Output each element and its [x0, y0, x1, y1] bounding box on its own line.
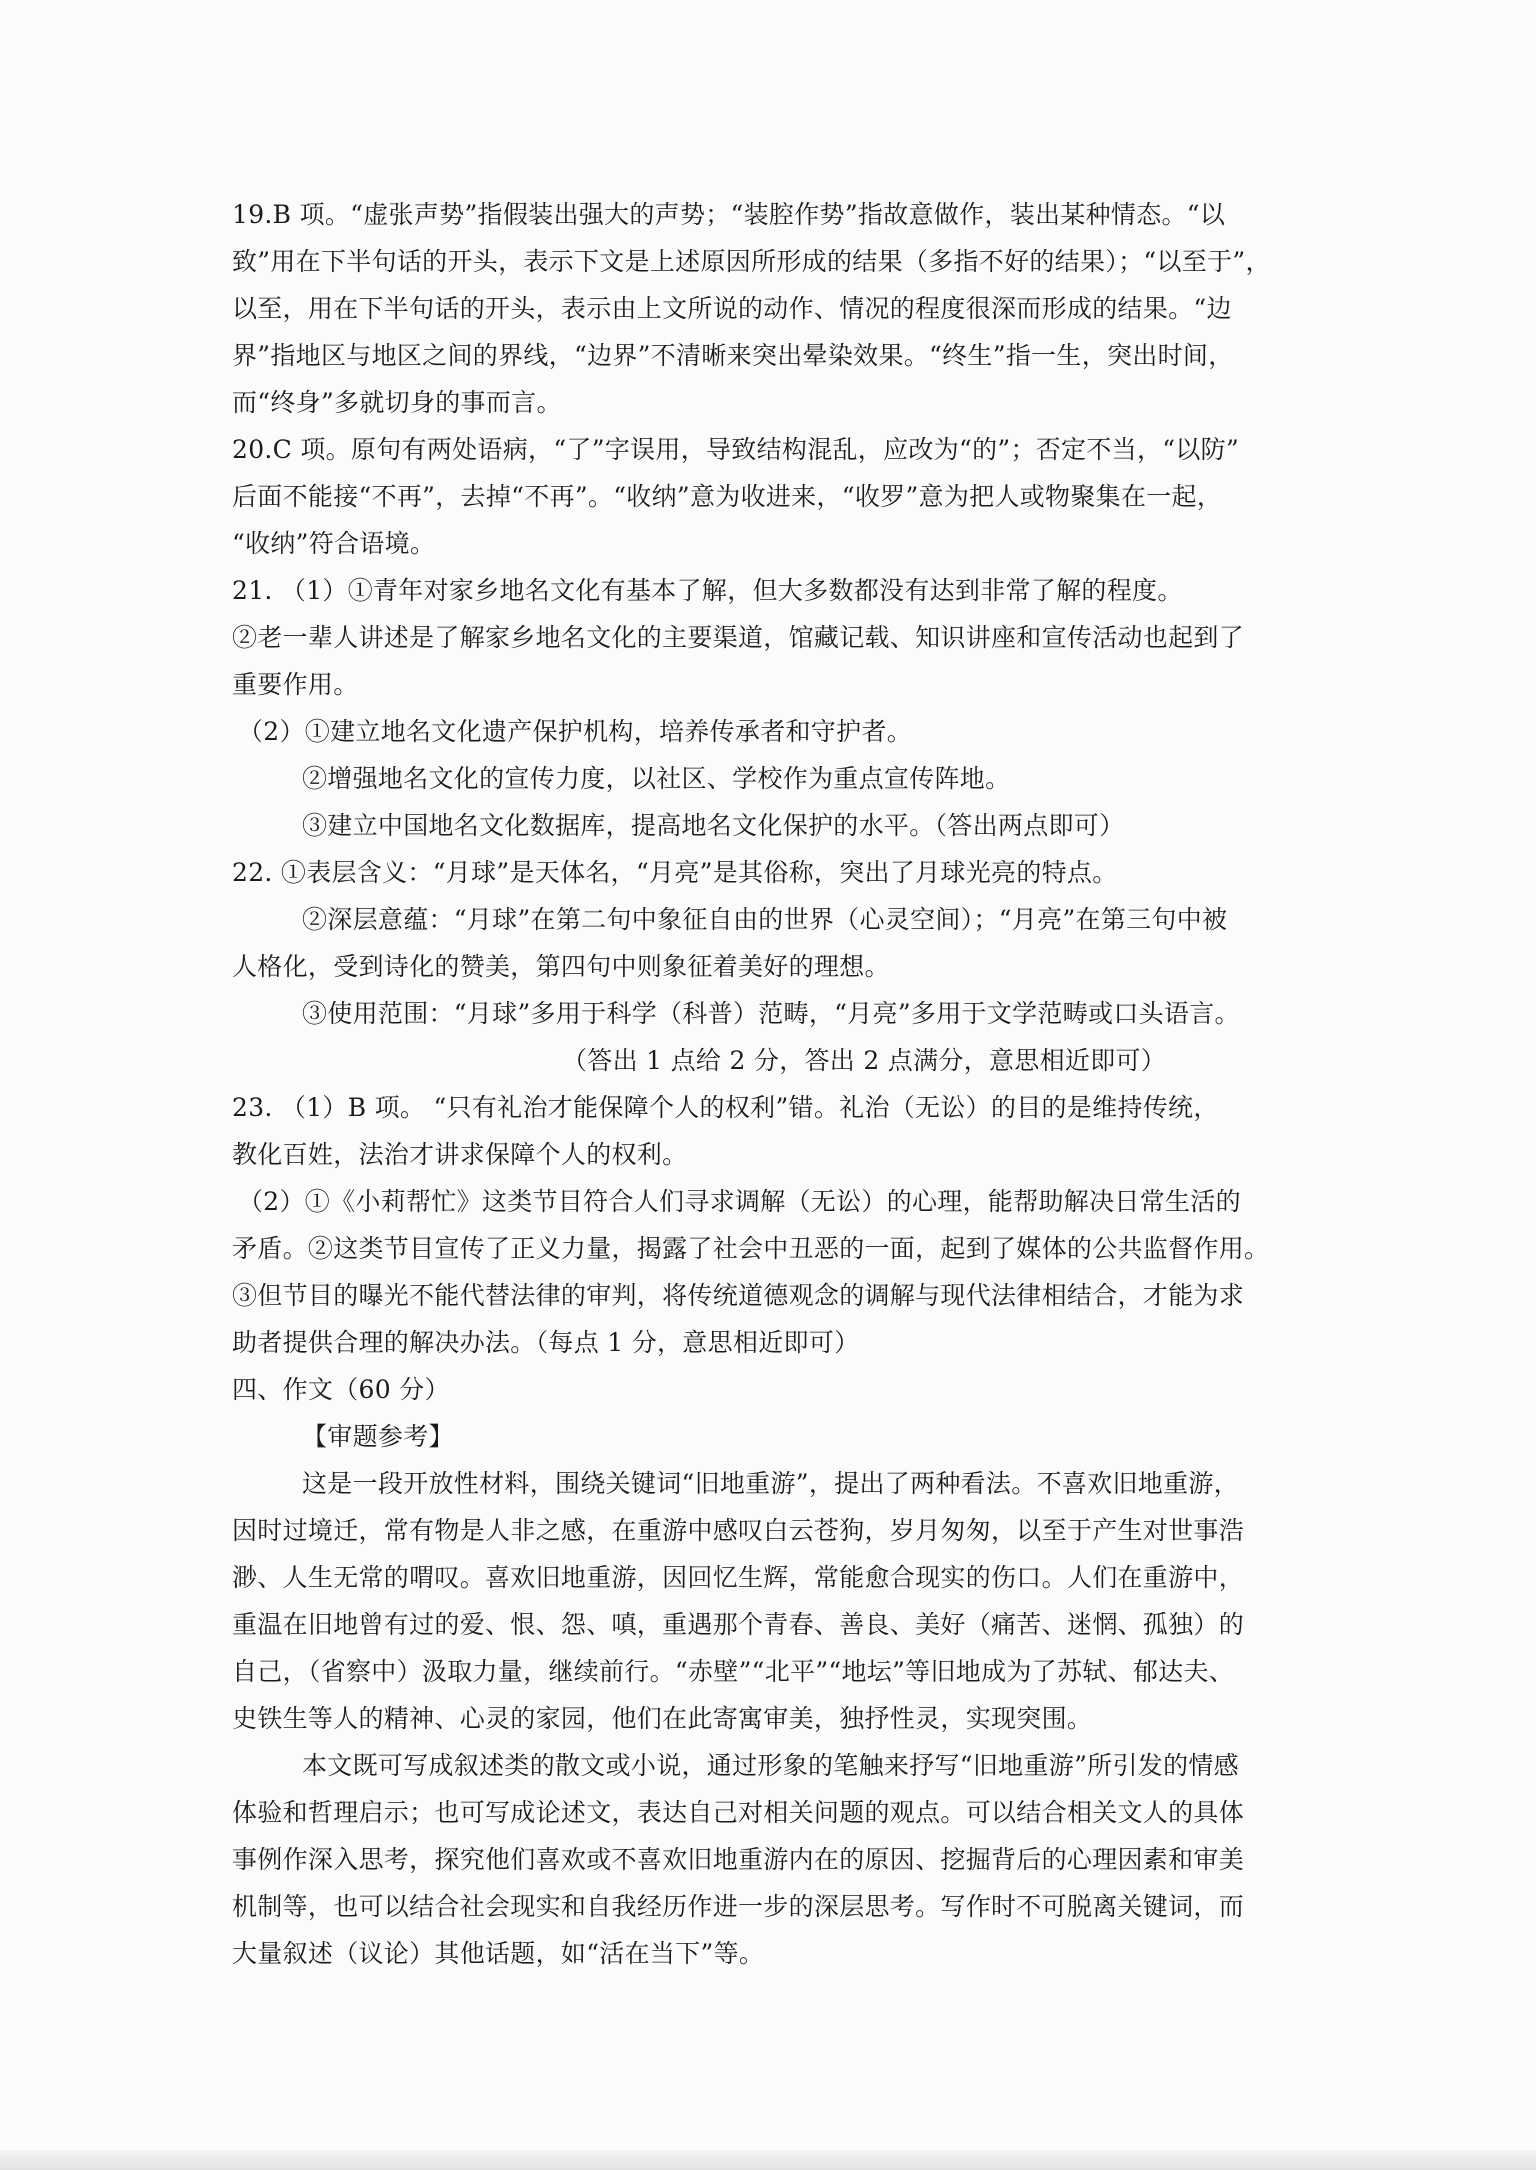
essay-para-1-line-4: 重温在旧地曾有过的爱、恨、怨、嗔，重遇那个青春、善良、美好（痛苦、迷惘、孤独）的	[232, 1610, 1245, 1639]
answer-23-line-2: 教化百姓，法治才讲求保障个人的权利。	[232, 1140, 688, 1169]
section-heading-essay: 四、作文（60 分）	[232, 1375, 450, 1404]
answer-21-line-6: ③建立中国地名文化数据库，提高地名文化保护的水平。（答出两点即可）	[302, 811, 1125, 840]
answer-19-line-4: 界”指地区与地区之间的界线，“边界”不清晰来突出晕染效果。“终生”指一生，突出时间，	[232, 341, 1234, 370]
answer-21-line-4: （2）①建立地名文化遗产保护机构，培养传承者和守护者。	[238, 717, 913, 746]
answer-20-line-3: “收纳”符合语境。	[232, 529, 436, 558]
essay-para-1-line-2: 因时过境迁，常有物是人非之感，在重游中感叹白云苍狗，岁月匆匆，以至于产生对世事浩	[232, 1516, 1245, 1545]
essay-para-1-line-1: 这是一段开放性材料，围绕关键词“旧地重游”，提出了两种看法。不喜欢旧地重游，	[302, 1469, 1239, 1498]
essay-para-2-line-1: 本文既可写成叙述类的散文或小说，通过形象的笔触来抒写“旧地重游”所引发的情感	[302, 1751, 1239, 1780]
answer-23-line-3: （2）①《小莉帮忙》这类节目符合人们寻求调解（无讼）的心理，能帮助解决日常生活的	[238, 1187, 1241, 1216]
essay-para-2-line-3: 事例作深入思考，探究他们喜欢或不喜欢旧地重游内在的原因、挖掘背后的心理因素和审美	[232, 1845, 1245, 1874]
essay-para-1-line-3: 渺、人生无常的喟叹。喜欢旧地重游，因回忆生辉，常能愈合现实的伤口。人们在重游中，	[232, 1563, 1245, 1592]
answer-23-line-5: ③但节目的曝光不能代替法律的审判，将传统道德观念的调解与现代法律相结合，才能为求	[232, 1281, 1245, 1310]
answer-21-line-2: ②老一辈人讲述是了解家乡地名文化的主要渠道，馆藏记载、知识讲座和宣传活动也起到了	[232, 623, 1245, 652]
answer-19-line-2: 致”用在下半句话的开头，表示下文是上述原因所形成的结果（多指不好的结果）；“以至于”，	[232, 247, 1271, 276]
answer-22-line-4: ③使用范围：“月球”多用于科学（科普）范畴，“月亮”多用于文学范畴或口头语言。	[302, 999, 1240, 1028]
answer-text-block	[232, 191, 1304, 1977]
answer-20-line-2: 后面不能接“不再”，去掉“不再”。“收纳”意为收进来，“收罗”意为把人或物聚集在一起，	[232, 482, 1223, 511]
answer-19-line-3: 以至，用在下半句话的开头，表示由上文所说的动作、情况的程度很深而形成的结果。“边	[232, 294, 1232, 323]
scan-bottom-edge	[0, 2150, 1536, 2170]
essay-para-2-line-4: 机制等，也可以结合社会现实和自我经历作进一步的深层思考。写作时不可脱离关键词，而	[232, 1892, 1245, 1921]
answer-23-line-1: 23. （1）B 项。 “只有礼治才能保障个人的权利”错。礼治（无讼）的目的是维持传统，	[232, 1093, 1219, 1122]
answer-22-scoring-note: （答出 1 点给 2 分，答出 2 点满分，意思相近即可）	[562, 1046, 1167, 1075]
essay-para-1-line-5: 自己，（省察中）汲取力量，继续前行。“赤壁”“北平”“地坛”等旧地成为了苏轼、郁达夫、	[232, 1657, 1235, 1686]
essay-guidance-heading: 【审题参考】	[302, 1422, 454, 1451]
essay-para-2-line-5: 大量叙述（议论）其他话题，如“活在当下”等。	[232, 1939, 765, 1968]
answer-19-line-5: 而“终身”多就切身的事而言。	[232, 388, 562, 417]
answer-23-line-6: 助者提供合理的解决办法。（每点 1 分，意思相近即可）	[232, 1328, 860, 1357]
answer-22-line-3: 人格化，受到诗化的赞美，第四句中则象征着美好的理想。	[232, 952, 890, 981]
answer-21-line-5: ②增强地名文化的宣传力度，以社区、学校作为重点宣传阵地。	[302, 764, 1011, 793]
answer-23-line-4: 矛盾。②这类节目宣传了正义力量，揭露了社会中丑恶的一面，起到了媒体的公共监督作用。	[232, 1234, 1270, 1263]
answer-22-line-2: ②深层意蕴：“月球”在第二句中象征自由的世界（心灵空间）；“月亮”在第三句中被	[302, 905, 1228, 934]
answer-19-line-1: 19.B 项。“虚张声势”指假装出强大的声势；“装腔作势”指故意做作，装出某种情态。“以	[232, 200, 1226, 229]
answer-22-line-1: 22. ①表层含义：“月球”是天体名，“月亮”是其俗称，突出了月球光亮的特点。	[232, 858, 1118, 887]
essay-para-2-line-2: 体验和哲理启示；也可写成论述文，表达自己对相关问题的观点。可以结合相关文人的具体	[232, 1798, 1245, 1827]
answer-20-line-1: 20.C 项。原句有两处语病，“了”字误用，导致结构混乱，应改为“的”；否定不当，“以防”	[232, 435, 1240, 464]
answer-21-line-3: 重要作用。	[232, 670, 359, 699]
essay-para-1-line-6: 史铁生等人的精神、心灵的家园，他们在此寄寓审美，独抒性灵，实现突围。	[232, 1704, 1093, 1733]
answer-21-line-1: 21. （1）①青年对家乡地名文化有基本了解，但大多数都没有达到非常了解的程度。	[232, 576, 1183, 605]
